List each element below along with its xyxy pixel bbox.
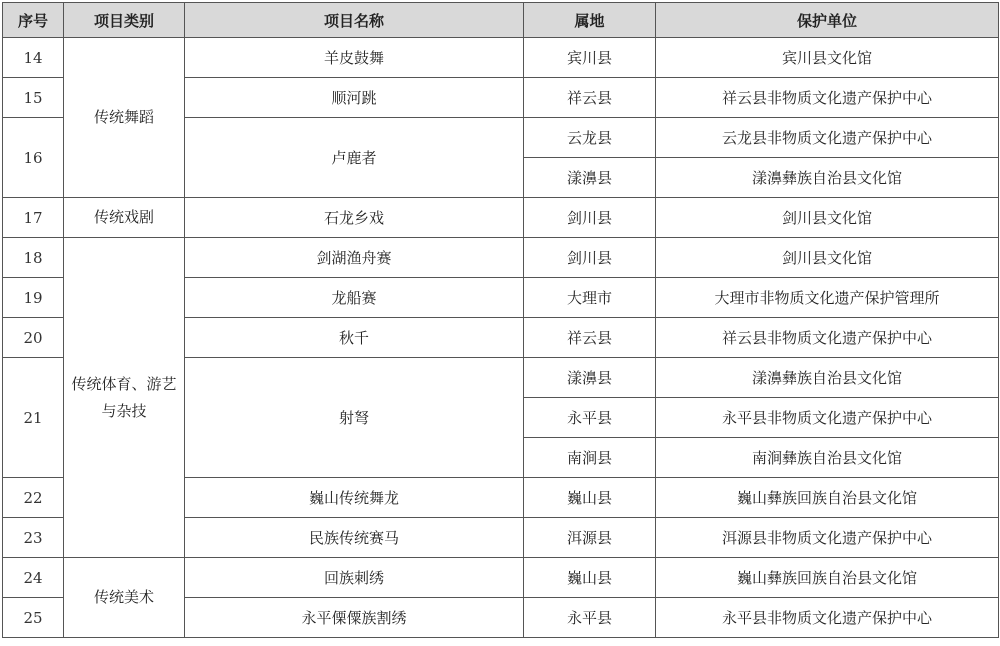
row-number: 22 <box>3 478 64 518</box>
protection-unit: 永平县非物质文化遗产保护中心 <box>656 598 999 638</box>
category-cell: 传统戏剧 <box>64 198 185 238</box>
table-row <box>3 38 999 78</box>
header-no: 序号 <box>3 3 64 38</box>
category-cell: 传统舞蹈 <box>64 38 185 198</box>
project-name: 羊皮鼓舞 <box>185 38 524 78</box>
protection-unit: 剑川县文化馆 <box>656 238 999 278</box>
project-name: 回族刺绣 <box>185 558 524 598</box>
table-header-row <box>3 3 999 38</box>
row-number: 21 <box>3 358 64 478</box>
project-name: 秋千 <box>185 318 524 358</box>
row-number: 14 <box>3 38 64 78</box>
location-cell: 漾濞县 <box>524 358 656 398</box>
project-name: 龙船赛 <box>185 278 524 318</box>
protection-unit: 巍山彝族回族自治县文化馆 <box>656 478 999 518</box>
heritage-table <box>2 2 999 638</box>
location-cell: 大理市 <box>524 278 656 318</box>
row-number: 24 <box>3 558 64 598</box>
project-name: 永平傈僳族割绣 <box>185 598 524 638</box>
protection-unit: 云龙县非物质文化遗产保护中心 <box>656 118 999 158</box>
category-line: 传统体育、游艺 <box>71 374 177 393</box>
protection-unit: 巍山彝族回族自治县文化馆 <box>656 558 999 598</box>
row-number: 20 <box>3 318 64 358</box>
protection-unit: 剑川县文化馆 <box>656 198 999 238</box>
protection-unit: 漾濞彝族自治县文化馆 <box>656 158 999 198</box>
location-cell: 云龙县 <box>524 118 656 158</box>
protection-unit: 祥云县非物质文化遗产保护中心 <box>656 78 999 118</box>
location-cell: 南涧县 <box>524 438 656 478</box>
header-name: 项目名称 <box>185 3 524 38</box>
protection-unit: 宾川县文化馆 <box>656 38 999 78</box>
location-cell: 剑川县 <box>524 238 656 278</box>
row-number: 25 <box>3 598 64 638</box>
location-cell: 洱源县 <box>524 518 656 558</box>
protection-unit: 永平县非物质文化遗产保护中心 <box>656 398 999 438</box>
table-row <box>3 558 999 598</box>
table-row <box>3 238 999 278</box>
table-row <box>3 198 999 238</box>
row-number: 17 <box>3 198 64 238</box>
category-cell <box>64 238 185 558</box>
project-name: 顺河跳 <box>185 78 524 118</box>
row-number: 18 <box>3 238 64 278</box>
header-category: 项目类别 <box>64 3 185 38</box>
protection-unit: 祥云县非物质文化遗产保护中心 <box>656 318 999 358</box>
location-cell: 祥云县 <box>524 318 656 358</box>
protection-unit: 大理市非物质文化遗产保护管理所 <box>656 278 999 318</box>
location-cell: 漾濞县 <box>524 158 656 198</box>
location-cell: 永平县 <box>524 598 656 638</box>
header-location: 属地 <box>524 3 656 38</box>
header-unit: 保护单位 <box>656 3 999 38</box>
protection-unit: 洱源县非物质文化遗产保护中心 <box>656 518 999 558</box>
category-line: 与杂技 <box>101 401 147 420</box>
location-cell: 宾川县 <box>524 38 656 78</box>
location-cell: 永平县 <box>524 398 656 438</box>
project-name: 卢鹿者 <box>185 118 524 198</box>
protection-unit: 南涧彝族自治县文化馆 <box>656 438 999 478</box>
location-cell: 巍山县 <box>524 478 656 518</box>
project-name: 剑湖渔舟赛 <box>185 238 524 278</box>
project-name: 射弩 <box>185 358 524 478</box>
project-name: 巍山传统舞龙 <box>185 478 524 518</box>
project-name: 石龙乡戏 <box>185 198 524 238</box>
row-number: 23 <box>3 518 64 558</box>
category-cell: 传统美术 <box>64 558 185 638</box>
location-cell: 祥云县 <box>524 78 656 118</box>
row-number: 19 <box>3 278 64 318</box>
row-number: 16 <box>3 118 64 198</box>
project-name: 民族传统赛马 <box>185 518 524 558</box>
location-cell: 剑川县 <box>524 198 656 238</box>
protection-unit: 漾濞彝族自治县文化馆 <box>656 358 999 398</box>
row-number: 15 <box>3 78 64 118</box>
location-cell: 巍山县 <box>524 558 656 598</box>
